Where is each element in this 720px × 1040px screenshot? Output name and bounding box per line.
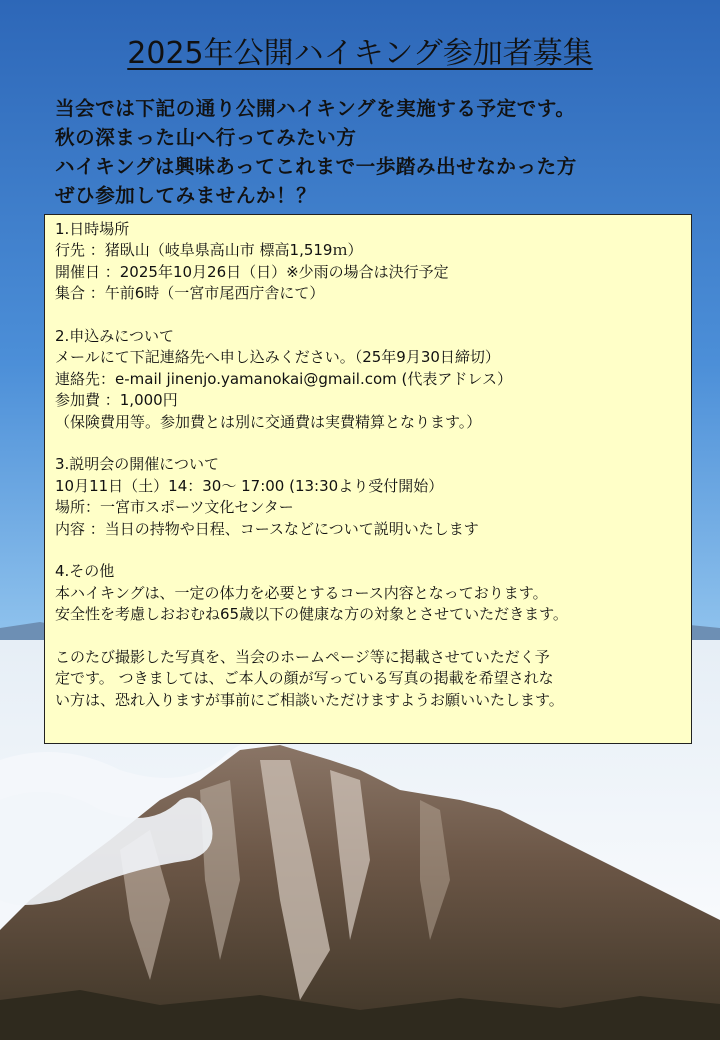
detail-line: 開催日 ：2025年10月26日（日）※少雨の場合は決行予定 <box>55 262 449 281</box>
detail-line: 場所：一宮市スポーツ文化センター <box>55 498 294 517</box>
intro-line: ハイキングは興味あってこれまで一歩踏み出せなかった方 <box>55 155 577 178</box>
spacer <box>55 626 691 647</box>
spacer <box>55 433 691 454</box>
section-heading-schedule: 1.日時場所 <box>55 220 130 238</box>
detail-line: メールにて下記連絡先へ申し込みください。（25年9月30日締切） <box>55 348 500 367</box>
detail-line: 安全性を考慮しおおむね65歳以下の健康な方の対象とさせていただきます。 <box>55 605 568 624</box>
section-heading-other: 4.その他 <box>55 562 115 581</box>
section-heading-briefing: 3.説明会の開催について <box>55 455 220 474</box>
detail-line: 行先 ：猪臥山（岐阜県高山市 標高1,519ｍ） <box>55 241 363 260</box>
details-notice-box <box>44 214 692 744</box>
intro-text <box>55 94 715 210</box>
detail-line: 参加費 ：1,000円 <box>55 391 178 410</box>
intro-line: 当会では下記の通り公開ハイキングを実施する予定です。 <box>55 97 576 120</box>
detail-line: （保険費用等。参加費とは別に交通費は実費精算となります。） <box>55 412 482 431</box>
spacer <box>55 305 691 326</box>
photo-notice-line: 定です。 つきましては、ご本人の顔が写っている写真の掲載を希望されな <box>55 669 554 688</box>
intro-line: ぜひ参加してみませんか！？ <box>55 184 317 207</box>
photo-notice-line: い方は、恐れ入りますが事前にご相談いただけますようお願いいたします。 <box>55 690 564 709</box>
detail-line: 集合 ：午前6時（一宮市尾西庁舎にて） <box>55 284 325 303</box>
section-heading-application: 2.申込みについて <box>55 327 175 346</box>
intro-line: 秋の深まった山へ行ってみたい方 <box>55 126 357 149</box>
page-title: 2025年公開ハイキング参加者募集 <box>127 36 593 71</box>
detail-line: 内容 ：当日の持物や日程、コースなどについて説明いたします <box>55 519 479 538</box>
spacer <box>55 540 691 561</box>
detail-line: 本ハイキングは、一定の体力を必要とするコース内容となっております。 <box>55 583 548 602</box>
detail-line: 10月11日（土）14：30～ 17:00 (13:30より受付開始） <box>55 476 444 495</box>
detail-line-contact: 連絡先：e-mail jinenjo.yamanokai@gmail.com (代表アドレス） <box>55 369 512 388</box>
photo-notice-line: このたび撮影した写真を、当会のホームページ等に掲載させていただく予 <box>55 648 550 667</box>
